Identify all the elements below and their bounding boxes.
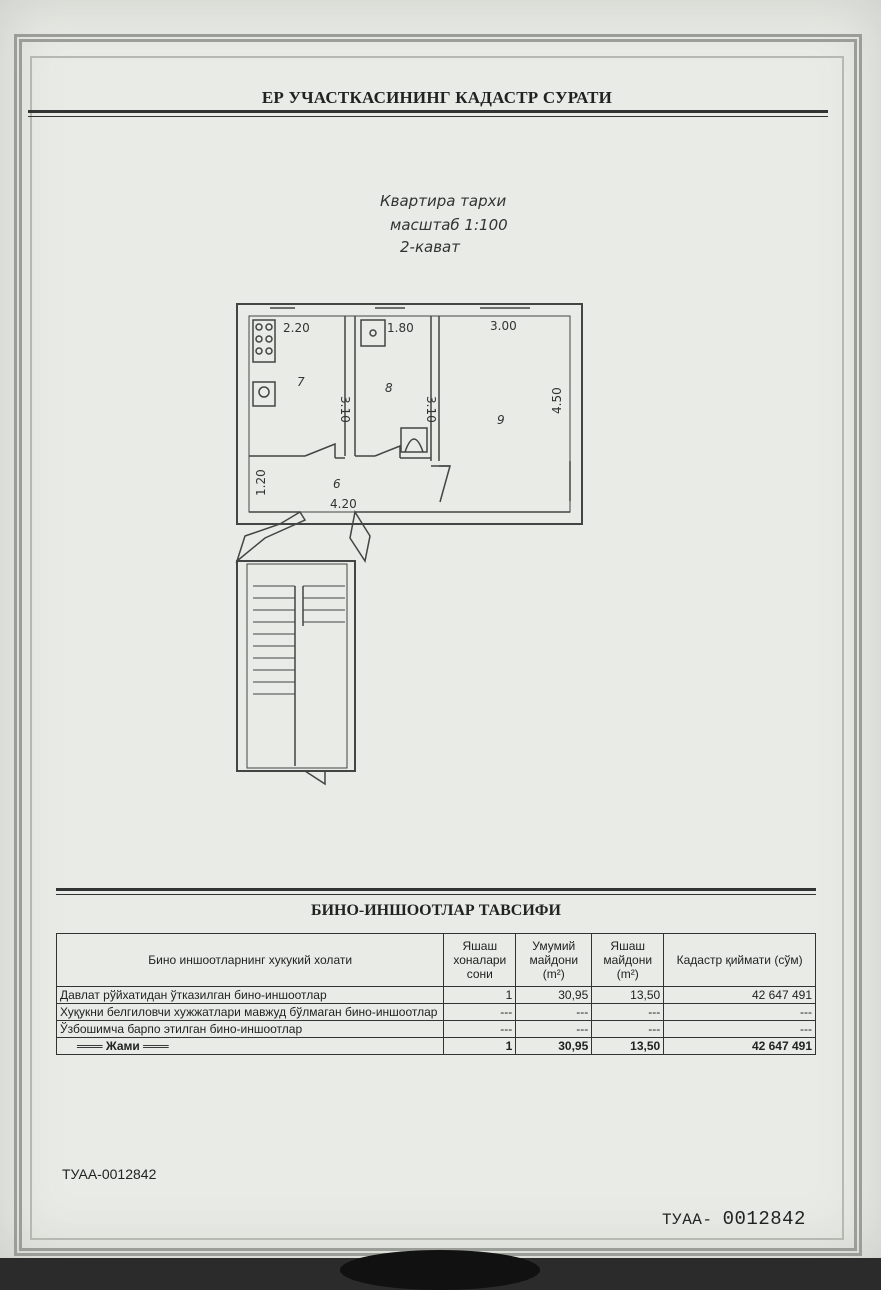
table-cell: --- [444,1004,516,1021]
table-cell: 13,50 [592,987,664,1004]
title-rule [28,110,828,113]
column-header: Умумий майдони (m²) [516,934,592,987]
table-cell: 42 647 491 [664,1038,816,1055]
room-9-number: 9 [497,413,505,427]
table-cell: --- [444,1021,516,1038]
room-8-number: 8 [385,381,393,395]
floor-plan [225,296,595,786]
table-header-row [57,934,816,987]
table-row [57,987,816,1004]
plan-floor: 2-кават [400,238,460,256]
plan-title: Квартира тархи [380,192,507,210]
plan-scale: масштаб 1:100 [390,216,508,234]
table-cell: ═══ Жами ═══ [57,1038,444,1055]
room-7-height: 3.10 [338,396,352,423]
table-cell: 30,95 [516,987,592,1004]
finger-shadow [340,1250,540,1290]
table-cell: 1 [444,987,516,1004]
section-rule [56,888,816,891]
table-cell: --- [592,1004,664,1021]
room-9-height: 4.50 [550,387,564,414]
column-header: Яшаш майдони (m²) [592,934,664,987]
table-cell: Давлат рўйхатидан ўтказилган бино-иншоотлар [57,987,444,1004]
table-cell: --- [664,1004,816,1021]
room-9-width: 3.00 [490,319,517,333]
table-cell: Ўзбошимча барпо этилган бино-иншоотлар [57,1021,444,1038]
table-cell: --- [664,1021,816,1038]
room-7-width: 2.20 [283,321,310,335]
section-title: БИНО-ИНШООТЛАР ТАВСИФИ [310,902,561,919]
room-7-number: 7 [297,375,305,389]
table-cell: --- [516,1021,592,1038]
column-header: Яшаш хоналари сони [444,934,516,987]
form-serial-digits: 0012842 [722,1208,806,1230]
table-row [57,1004,816,1021]
table-cell: 30,95 [516,1038,592,1055]
table-cell: --- [516,1004,592,1021]
room-8-height: 3.10 [424,396,438,423]
table-row [57,1021,816,1038]
section-rule-thin [56,894,816,895]
table-cell: 42 647 491 [664,987,816,1004]
table-cell: Хуқукни белгиловчи хужжатлари мавжуд бўлмаган бино-иншоотлар [57,1004,444,1021]
form-serial-number [662,1208,806,1230]
room-6-number: 6 [333,477,341,491]
form-serial-prefix: ТУАА- [662,1211,713,1229]
column-header: Бино иншоотларнинг хукукий холати [57,934,444,987]
table-cell: 1 [444,1038,516,1055]
buildings-table [56,933,816,1055]
document-title: ЕР УЧАСТКАСИНИНГ КАДАСТР СУРАТИ [261,88,613,107]
title-rule-thin [28,116,828,117]
table-cell: 13,50 [592,1038,664,1055]
room-6-height: 1.20 [254,469,268,496]
room-8-width: 1.80 [387,321,414,335]
table-cell: --- [592,1021,664,1038]
column-header: Кадастр қиймати (сўм) [664,934,816,987]
table-total-row [57,1038,816,1055]
room-6-width: 4.20 [330,497,357,511]
form-code-left: ТУАА-0012842 [62,1166,157,1182]
